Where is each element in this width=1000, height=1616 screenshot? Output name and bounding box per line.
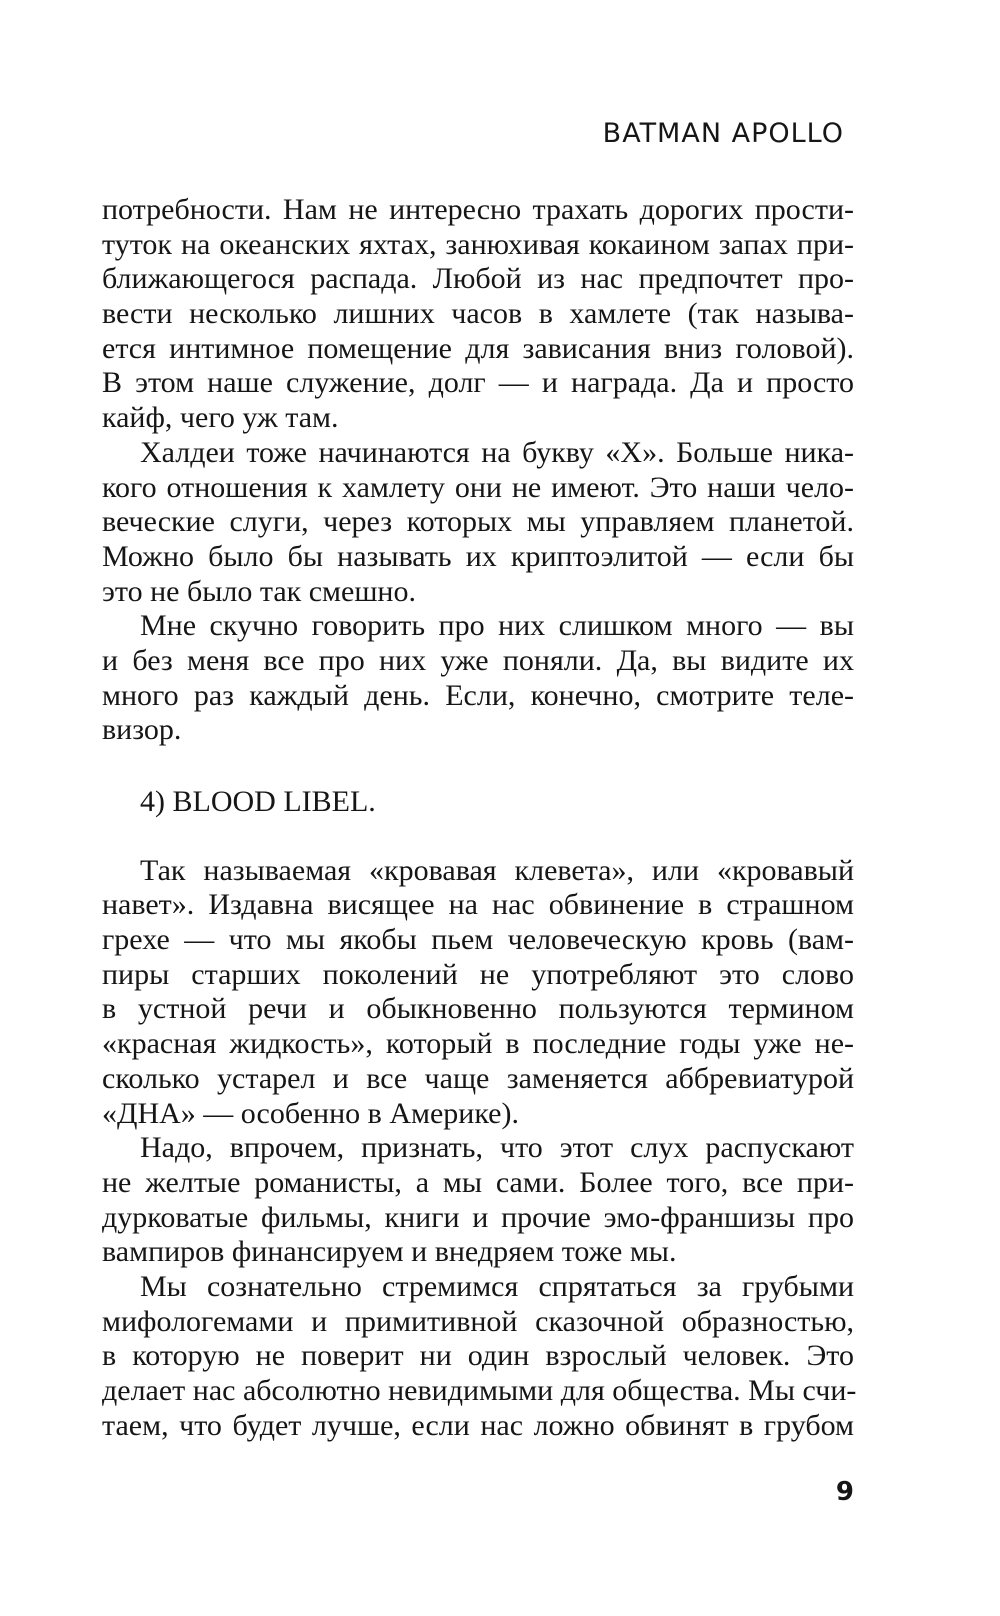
text-line: кайф, чего уж там. — [102, 401, 339, 435]
text-line: туток на океанских яхтах, занюхивая кокаином запах при- — [102, 227, 854, 261]
text-line: дурковатые фильмы, книги и прочие эмо-франшизы про — [102, 1200, 854, 1234]
text-section-after-heading — [102, 853, 857, 1444]
text-line: кого отношения к хамлету они не имеют. Это наши чело- — [102, 470, 854, 504]
text-line: это не было так смешно. — [102, 574, 416, 608]
text-line: «красная жидкость», который в последние годы уже не- — [102, 1027, 854, 1061]
text-line: визор. — [102, 713, 182, 747]
text-line: в которую не поверит ни один взрослый человек. Это — [102, 1339, 854, 1373]
text-line: Так называемая «кровавая клевета», или «кровавый — [140, 853, 854, 887]
text-line: Можно было бы называть их криптоэлитой — если бы — [102, 539, 854, 573]
paragraph — [102, 854, 854, 1132]
paragraph — [102, 436, 854, 609]
section-heading: 4) BLOOD LIBEL. — [140, 785, 376, 818]
paragraph — [102, 193, 854, 436]
text-line: Мне скучно говорить про них слишком много — вы — [140, 609, 854, 643]
running-head: BATMAN APOLLO — [602, 118, 844, 149]
text-line: грехе — что мы якобы пьем человеческую кровь (вам- — [102, 923, 854, 957]
text-line: много раз каждый день. Если, конечно, смотрите теле- — [102, 678, 854, 712]
text-line: сколько устарел и все чаще заменяется аббревиатурой — [102, 1061, 854, 1095]
text-line: «ДНА» — особенно в Америке). — [102, 1096, 519, 1130]
text-line: мифологемами и примитивной сказочной образностью, — [102, 1304, 854, 1338]
text-line: не желтые романисты, а мы сами. Более того, все при- — [102, 1165, 854, 1199]
page-number: 9 — [835, 1477, 854, 1507]
text-line: ближающегося распада. Любой из нас предпочтет про- — [102, 262, 854, 296]
text-line: Мы сознательно стремимся спрятаться за грубыми — [140, 1269, 854, 1303]
text-line: в устной речи и обыкновенно пользуются термином — [102, 992, 854, 1026]
text-line: вести несколько лишних часов в хамлете (так называ- — [102, 297, 854, 331]
paragraph — [102, 1269, 857, 1443]
text-line: потребности. Нам не интересно трахать дорогих прости- — [102, 193, 854, 226]
text-line: таем, что будет лучше, если нас ложно обвинят в грубом — [102, 1408, 854, 1442]
text-line: пиры старших поколений не употребляют это слово — [102, 957, 854, 991]
paragraph — [102, 609, 854, 748]
text-line: веческие слуги, через которых мы управляем планетой. — [102, 505, 854, 539]
text-line: Надо, впрочем, признать, что этот слух распускают — [140, 1131, 854, 1165]
body-text — [102, 193, 857, 1443]
text-line: Халдеи тоже начинаются на букву «Х». Больше ника- — [140, 435, 854, 469]
text-line: вампиров финансируем и внедряем тоже мы. — [102, 1235, 677, 1269]
text-line: В этом наше служение, долг — и награда. Да и просто — [102, 366, 854, 400]
text-line: делает нас абсолютно невидимыми для общества. Мы счи- — [102, 1374, 857, 1408]
text-line: навет». Издавна висящее на нас обвинение в страшном — [102, 888, 854, 922]
paragraph — [102, 1131, 854, 1270]
text-section-before-heading — [102, 193, 854, 748]
text-line: ется интимное помещение для зависания вниз головой). — [102, 331, 854, 365]
text-line: и без меня все про них уже поняли. Да, вы видите их — [102, 643, 854, 677]
